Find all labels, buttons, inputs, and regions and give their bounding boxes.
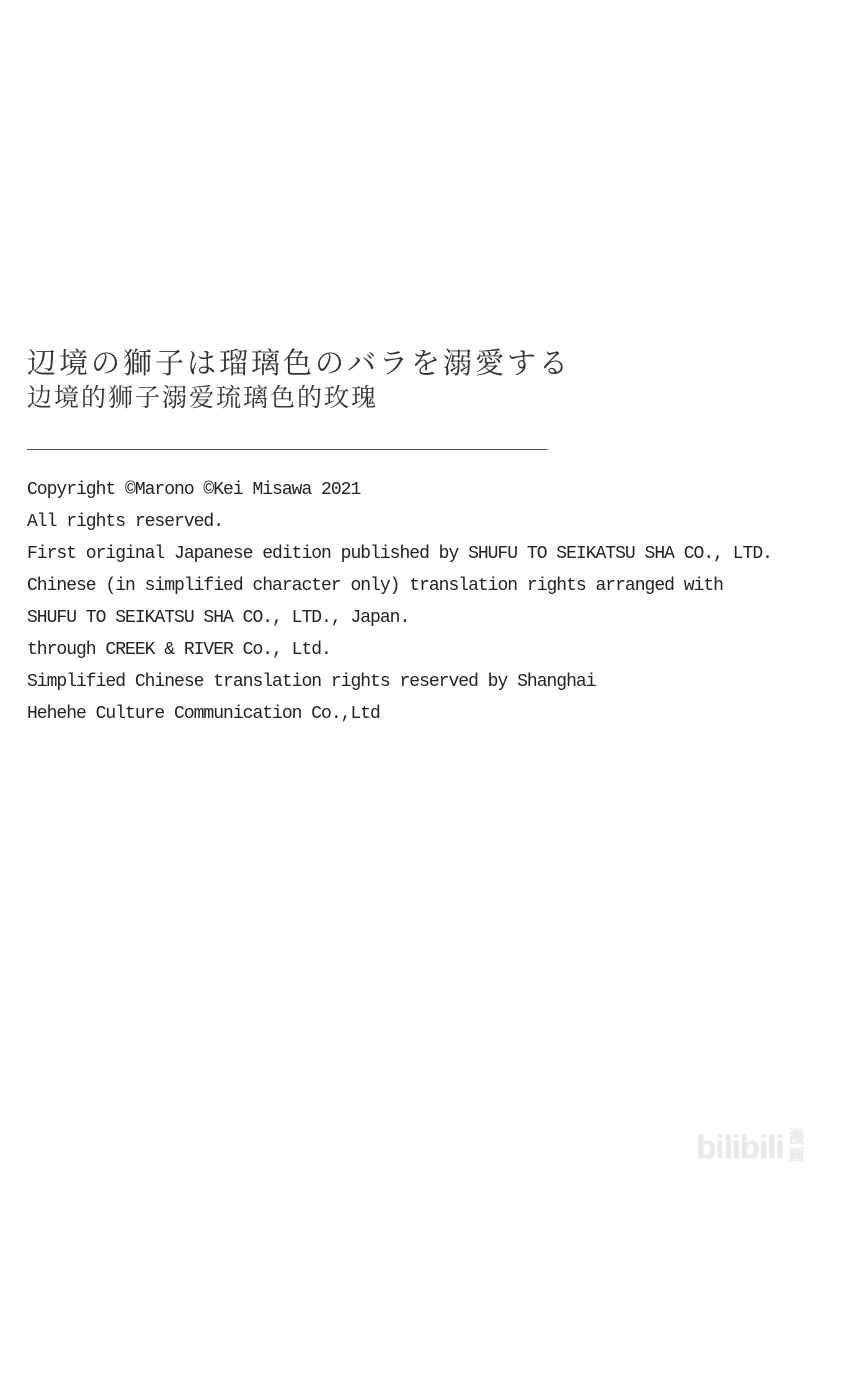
copyright-line: All rights reserved. bbox=[27, 512, 224, 532]
manga-label-top: 漫 bbox=[788, 1129, 805, 1146]
manga-label bbox=[788, 1129, 804, 1165]
bilibili-logo-text: bilibili bbox=[696, 1128, 784, 1165]
book-title-chinese: 边境的狮子溺爱琉璃色的玫瑰 bbox=[27, 385, 379, 412]
divider-line: _____________________________________________________ bbox=[27, 434, 547, 454]
copyright-line: Simplified Chinese translation rights reserved by Shanghai bbox=[27, 672, 596, 692]
copyright-line: Copyright ©Marono ©Kei Misawa 2021 bbox=[27, 480, 361, 500]
book-title-japanese: 辺境の獅子は瑠璃色のバラを溺愛する bbox=[27, 348, 572, 380]
copyright-line: SHUFU TO SEIKATSU SHA CO., LTD., Japan. bbox=[27, 608, 410, 628]
bilibili-manga-watermark bbox=[696, 1128, 804, 1166]
manga-label-bottom: 画 bbox=[788, 1147, 805, 1164]
copyright-line: through CREEK & RIVER Co., Ltd. bbox=[27, 640, 331, 660]
copyright-line: Chinese (in simplified character only) translation rights arranged with bbox=[27, 576, 723, 596]
copyright-line: Hehehe Culture Communication Co.,Ltd bbox=[27, 704, 380, 724]
copyright-block bbox=[27, 474, 772, 730]
copyright-line: First original Japanese edition published by SHUFU TO SEIKATSU SHA CO., LTD. bbox=[27, 544, 772, 564]
